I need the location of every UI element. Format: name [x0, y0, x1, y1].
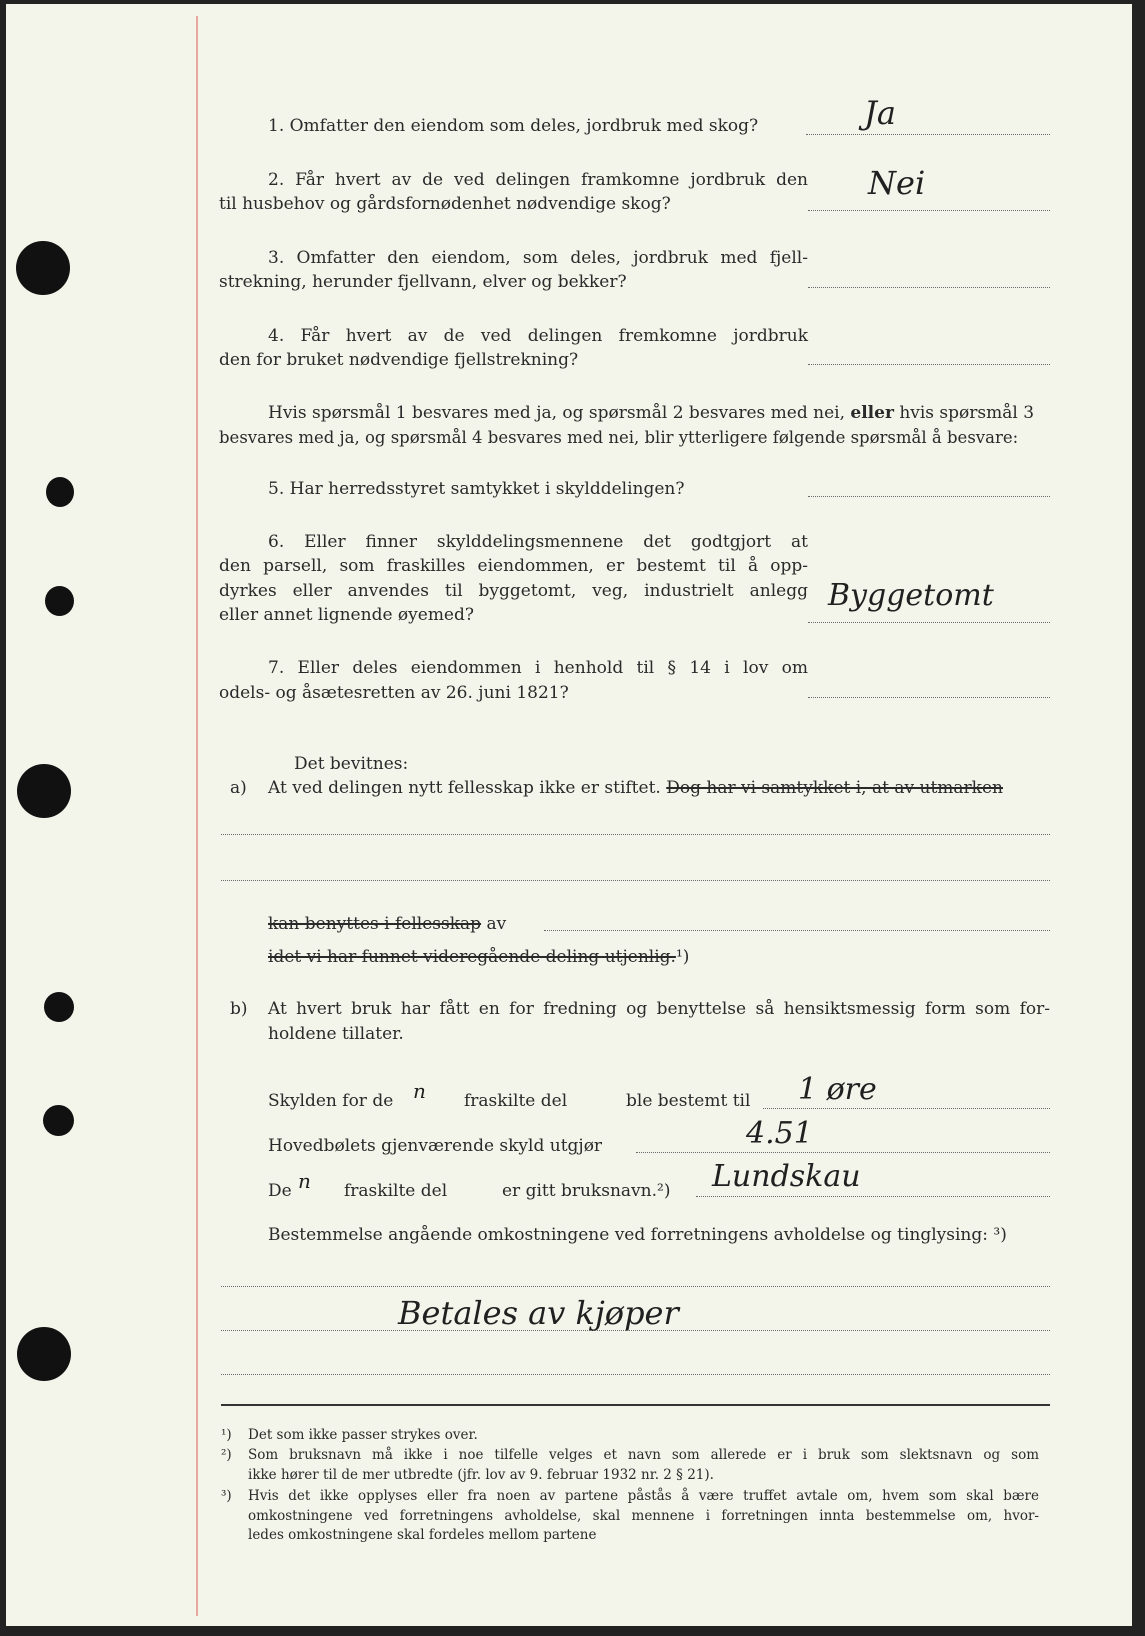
hoved-field-line [636, 1152, 1050, 1153]
attest-heading: Det bevitnes: [294, 754, 409, 774]
intro-part-c: hvis spørsmål 3 [899, 403, 1035, 423]
footnote-2-line-2: ikke hører til de mer utbredte (jfr. lov av 9. februar 1932 nr. 2 § 21). [248, 1466, 714, 1483]
intro-part-a: Hvis spørsmål 1 besvares med ja, og spørsmål 2 besvares med nei, [268, 403, 845, 423]
skyld-label-2: fraskilte del [464, 1091, 568, 1111]
footnote-separator [221, 1404, 1050, 1406]
answer-line-3 [808, 287, 1050, 288]
intro-emphasis: eller [850, 403, 894, 423]
question-7-line-2: odels- og åsætesretten av 26. juni 1821? [219, 683, 569, 703]
navn-value: Lundskau [712, 1159, 861, 1194]
footnote-ref-1: ¹) [675, 947, 690, 967]
skyld-handwritten-suffix: n [413, 1079, 426, 1103]
question-5: 5. Har herredsstyret samtykket i skylddelingen? [268, 479, 685, 499]
footnote-3-line-2: omkostningene ved forretningens avholdelse, skal mennene i forretningen innta bestemmelse om, hvor- [248, 1507, 1039, 1524]
answer-2: Nei [868, 164, 926, 202]
answer-1: Ja [864, 94, 896, 132]
skyld-label-1: Skylden for de [268, 1091, 394, 1111]
navn-label-1: De [268, 1181, 292, 1201]
attest-b-line-2: holdene tillater. [268, 1024, 404, 1044]
answer-line-7 [808, 697, 1050, 698]
bestemmelse-line-2 [221, 1330, 1050, 1331]
question-6-line-2: den parsell, som fraskilles eiendommen, er bestemt til å opp- [219, 556, 808, 576]
footnote-2-marker: ²) [221, 1447, 232, 1463]
footnote-1-line-1: Det som ikke passer strykes over. [248, 1427, 478, 1443]
conditional-intro-line-1 [268, 401, 1034, 426]
attest-a-statement: At ved delingen nytt fellesskap ikke er stiftet. [268, 778, 661, 798]
punch-hole [17, 764, 71, 818]
struck-line-1-tail: av [486, 914, 507, 934]
hoved-value: 4.51 [746, 1116, 813, 1151]
attest-a-text [268, 776, 1003, 801]
navn-label-2: fraskilte del [344, 1181, 448, 1201]
punch-hole [46, 477, 74, 507]
footnote-2-line-1: Som bruksnavn må ikke i noe tilfelle velges et navn som allerede er i bruk som slektsnavn og som [248, 1447, 1039, 1463]
attest-blank-line-2 [221, 880, 1050, 881]
footnote-3-marker: ³) [221, 1488, 232, 1504]
struck-line-1 [268, 912, 506, 937]
bestemmelse-value: Betales av kjøper [398, 1294, 679, 1332]
footnote-3-line-1: Hvis det ikke opplyses eller fra noen av partene påstås å være truffet avtale om, hvem som skal bære [248, 1488, 1039, 1504]
attest-blank-line-1 [221, 834, 1050, 835]
footnote-1-marker: ¹) [221, 1427, 232, 1443]
answer-line-1 [806, 134, 1050, 135]
document-page [6, 4, 1132, 1626]
skyld-label-3: ble bestemt til [626, 1091, 751, 1111]
bestemmelse-label: Bestemmelse angående omkostningene ved forretningens avholdelse og tinglysing: ³) [268, 1225, 1007, 1245]
question-2-line-1: 2. Får hvert av de ved delingen framkomne jordbruk den [268, 170, 808, 190]
conditional-intro-line-2: besvares med ja, og spørsmål 4 besvares med nei, blir ytterligere følgende spørsmål å besvare: [219, 428, 1019, 447]
navn-field-line [696, 1196, 1050, 1197]
punch-hole [43, 1105, 74, 1136]
question-6-line-1: 6. Eller finner skylddelingsmennene det godtgjort at [268, 532, 808, 552]
punch-hole [16, 241, 70, 295]
struck-line-1-text: kan benyttes i fellesskap [268, 914, 482, 934]
question-3-line-2: strekning, herunder fjellvann, elver og bekker? [219, 272, 627, 292]
struck-line-2-text: idet vi har funnet videregående deling utjenlig. [268, 947, 676, 967]
answer-line-4 [808, 364, 1050, 365]
attest-a-label: a) [230, 778, 247, 798]
footnote-3-line-3: ledes omkostningene skal fordeles mellom partene [248, 1527, 597, 1543]
question-1: 1. Omfatter den eiendom som deles, jordbruk med skog? [268, 116, 759, 136]
answer-line-6 [808, 622, 1050, 623]
hoved-label: Hovedbølets gjenværende skyld utgjør [268, 1136, 603, 1156]
answer-line-2 [808, 210, 1050, 211]
bestemmelse-line-3 [221, 1374, 1050, 1375]
answer-6: Byggetomt [828, 578, 994, 613]
navn-handwritten-suffix: n [298, 1169, 311, 1193]
margin-rule [196, 16, 198, 1616]
attest-a-struck-text: Dog har vi samtykket i, at av utmarken [666, 778, 1003, 798]
navn-label-3: er gitt bruksnavn.²) [502, 1181, 671, 1201]
question-4-line-1: 4. Får hvert av de ved delingen fremkomne jordbruk [268, 326, 808, 346]
question-2-line-2: til husbehov og gårdsfornødenhet nødvendige skog? [219, 194, 671, 214]
struck-line-2 [268, 945, 689, 970]
question-3-line-1: 3. Omfatter den eiendom, som deles, jordbruk med fjell- [268, 248, 808, 268]
skyld-field-line [763, 1108, 1050, 1109]
punch-hole [44, 992, 74, 1022]
answer-line-5 [808, 496, 1050, 497]
question-6-line-4: eller annet lignende øyemed? [219, 605, 474, 625]
question-7-line-1: 7. Eller deles eiendommen i henhold til § 14 i lov om [268, 658, 808, 678]
struck-blank-line [544, 930, 1050, 931]
attest-b-label: b) [230, 999, 248, 1019]
attest-b-line-1: At hvert bruk har fått en for fredning og benyttelse så hensiktsmessig form som for- [268, 999, 1050, 1019]
bestemmelse-line-1 [221, 1286, 1050, 1287]
punch-hole [17, 1327, 71, 1381]
punch-hole [45, 586, 74, 616]
skyld-value: 1 øre [798, 1072, 877, 1107]
question-6-line-3: dyrkes eller anvendes til byggetomt, veg, industrielt anlegg [219, 581, 808, 601]
question-4-line-2: den for bruket nødvendige fjellstrekning? [219, 350, 579, 370]
